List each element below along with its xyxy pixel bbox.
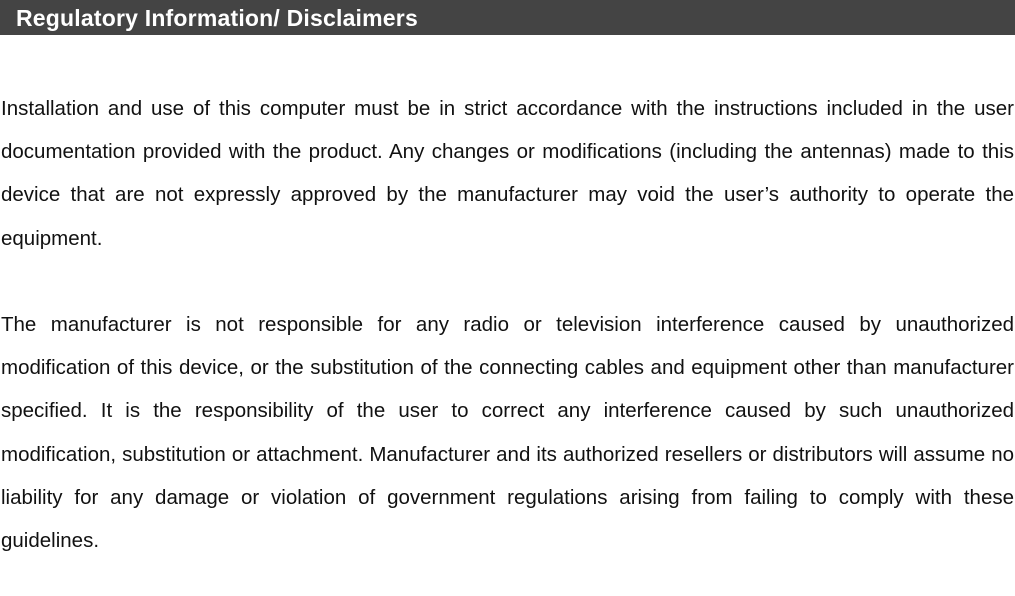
section-title: Regulatory Information/ Disclaimers [16, 5, 418, 31]
paragraph-manufacturer-liability: The manufacturer is not responsible for any radio or television interference caused by unauthorized modification of this device, or the substitution of the connecting cables and equipment other than manufacturer specified. It is the responsibility of the user to correct any interference caused by such unauthorized modification, substitution or attachment. Manufacturer and its authorized resellers or distributors will assume no liability for any damage or violation of government regulations arising from failing to comply with these guidelines. [1, 313, 1014, 553]
section-header-bar [0, 0, 1015, 35]
document-body [1, 87, 1014, 562]
paragraph-installation-use: Installation and use of this computer must be in strict accordance with the instructions included in the user documentation provided with the product. Any changes or modifications (including the antennas) made to this device that are not expressly approved by the manufacturer may void the user’s authority to operate the equipment. [1, 97, 1014, 250]
